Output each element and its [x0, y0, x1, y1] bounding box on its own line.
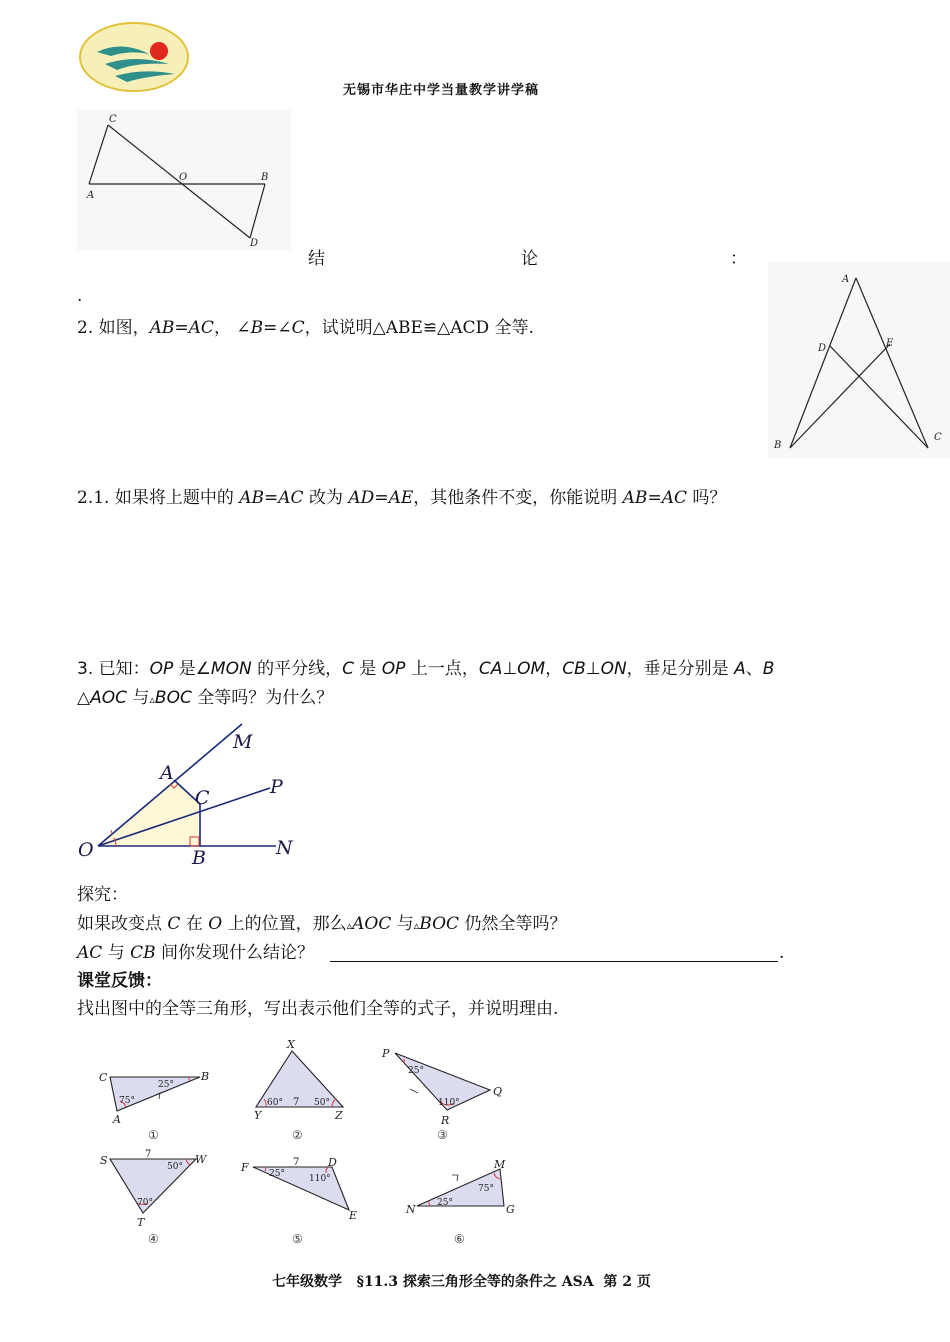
- explore-answer-end: .: [779, 943, 785, 963]
- feedback-text: 找出图中的全等三角形，写出表示他们全等的式子，并说明理由.: [77, 999, 559, 1019]
- triangle-4: [110, 1159, 196, 1213]
- svg-text:60°: 60°: [267, 1098, 283, 1108]
- tri4-label-w: W: [195, 1153, 207, 1166]
- svg-text:7: 7: [145, 1149, 152, 1160]
- fig2-label-c: C: [934, 432, 942, 443]
- tri2-label-y: Y: [254, 1109, 262, 1122]
- question-2: 2. 如图，AB=AC， ∠B=∠C，试说明△ABE≌△ACD 全等.: [77, 318, 534, 338]
- explore-answer-line[interactable]: [330, 961, 778, 962]
- page-footer: 七年级数学 §11.3 探索三角形全等的条件之 ASA 第 2 页: [272, 1274, 651, 1290]
- triangle-5: [253, 1167, 349, 1210]
- svg-text:25°: 25°: [158, 1080, 174, 1090]
- tri4-number: ④: [148, 1232, 159, 1246]
- svg-text:25°: 25°: [437, 1198, 453, 1208]
- tri3-label-q: Q: [493, 1085, 503, 1098]
- svg-text:50°: 50°: [167, 1162, 183, 1172]
- school-logo: [77, 20, 192, 95]
- fig1-label-b: B: [261, 172, 269, 183]
- fig1-label-c: C: [109, 114, 117, 125]
- fig3-label-o: O: [78, 839, 94, 861]
- tri2-label-z: Z: [335, 1109, 343, 1122]
- fig2-label-a: A: [842, 274, 850, 285]
- triangles-figure: [80, 1035, 540, 1250]
- tri5-label-e: E: [349, 1209, 358, 1222]
- svg-text:25°: 25°: [269, 1169, 285, 1179]
- tri1-label-b: B: [201, 1070, 210, 1083]
- conclusion-colon: ：: [730, 249, 747, 269]
- tri3-label-p: P: [382, 1047, 390, 1060]
- tri5-label-f: F: [241, 1161, 249, 1174]
- fig2-label-e: E: [886, 338, 894, 349]
- fig3-label-m: M: [233, 731, 253, 753]
- page-header-title: 无锡市华庄中学当量教学讲学稿: [343, 83, 540, 98]
- tri6-number: ⑥: [454, 1232, 465, 1246]
- fig3-label-n: N: [276, 837, 293, 859]
- figure-3: [74, 718, 304, 868]
- svg-text:25°: 25°: [408, 1066, 424, 1076]
- fig1-label-o: O: [179, 172, 188, 183]
- tri5-number: ⑤: [292, 1232, 303, 1246]
- explore-title: 探究：: [77, 885, 128, 905]
- figure-1: [77, 110, 291, 250]
- fig3-label-c: C: [195, 787, 210, 809]
- tri2-label-x: X: [287, 1038, 295, 1051]
- tri3-number: ③: [437, 1128, 448, 1142]
- explore-line-1: 如果改变点 C 在 O 上的位置，那么▵AOC 与▵BOC 仍然全等吗？: [77, 914, 567, 934]
- fig3-label-p: P: [270, 776, 283, 798]
- fig2-label-d: D: [818, 343, 827, 354]
- svg-text:75°: 75°: [119, 1096, 135, 1106]
- tri4-label-t: T: [137, 1216, 145, 1229]
- svg-text:7: 7: [293, 1097, 300, 1108]
- svg-text:50°: 50°: [314, 1098, 330, 1108]
- fig2-label-b: B: [774, 440, 782, 451]
- svg-text:110°: 110°: [438, 1098, 460, 1108]
- tri4-label-s: S: [100, 1154, 108, 1167]
- conclusion-label-2: 论: [521, 249, 538, 269]
- tri2-number: ②: [292, 1128, 303, 1142]
- svg-text:110°: 110°: [309, 1174, 331, 1184]
- feedback-title: 课堂反馈：: [77, 971, 162, 991]
- tri6-label-g: G: [506, 1203, 515, 1216]
- tri6-label-m: M: [494, 1158, 506, 1171]
- conclusion-label-1: 结: [308, 249, 325, 269]
- explore-line-2: AC 与 CB 间你发现什么结论？: [77, 943, 315, 963]
- svg-text:7: 7: [293, 1157, 300, 1168]
- svg-text:70°: 70°: [137, 1198, 153, 1208]
- figure-2: [768, 262, 950, 458]
- tri6-label-n: N: [406, 1203, 416, 1216]
- svg-text:75°: 75°: [478, 1184, 494, 1194]
- fig3-label-a: A: [160, 762, 174, 784]
- question-3-line-1: 3. 已知：OP 是∠MON 的平分线，C 是 OP 上一点，CA⊥OM，CB⊥ON，垂足分别是 A、B: [77, 659, 775, 679]
- fig1-label-d: D: [250, 238, 259, 249]
- fig1-label-a: A: [87, 190, 95, 201]
- question-3-line-2: △AOC 与▵BOC 全等吗？为什么？: [77, 688, 334, 708]
- tri5-label-d: D: [328, 1156, 337, 1169]
- fig3-label-b: B: [192, 847, 206, 868]
- tri1-label-a: A: [113, 1113, 121, 1126]
- conclusion-dot: .: [77, 286, 83, 306]
- tri1-number: ①: [148, 1128, 159, 1142]
- question-2-1: 2.1. 如果将上题中的 AB=AC 改为 AD=AE，其他条件不变，你能说明 AB=AC 吗？: [77, 488, 727, 508]
- tri1-label-c: C: [99, 1071, 108, 1084]
- tri3-label-r: R: [441, 1114, 450, 1127]
